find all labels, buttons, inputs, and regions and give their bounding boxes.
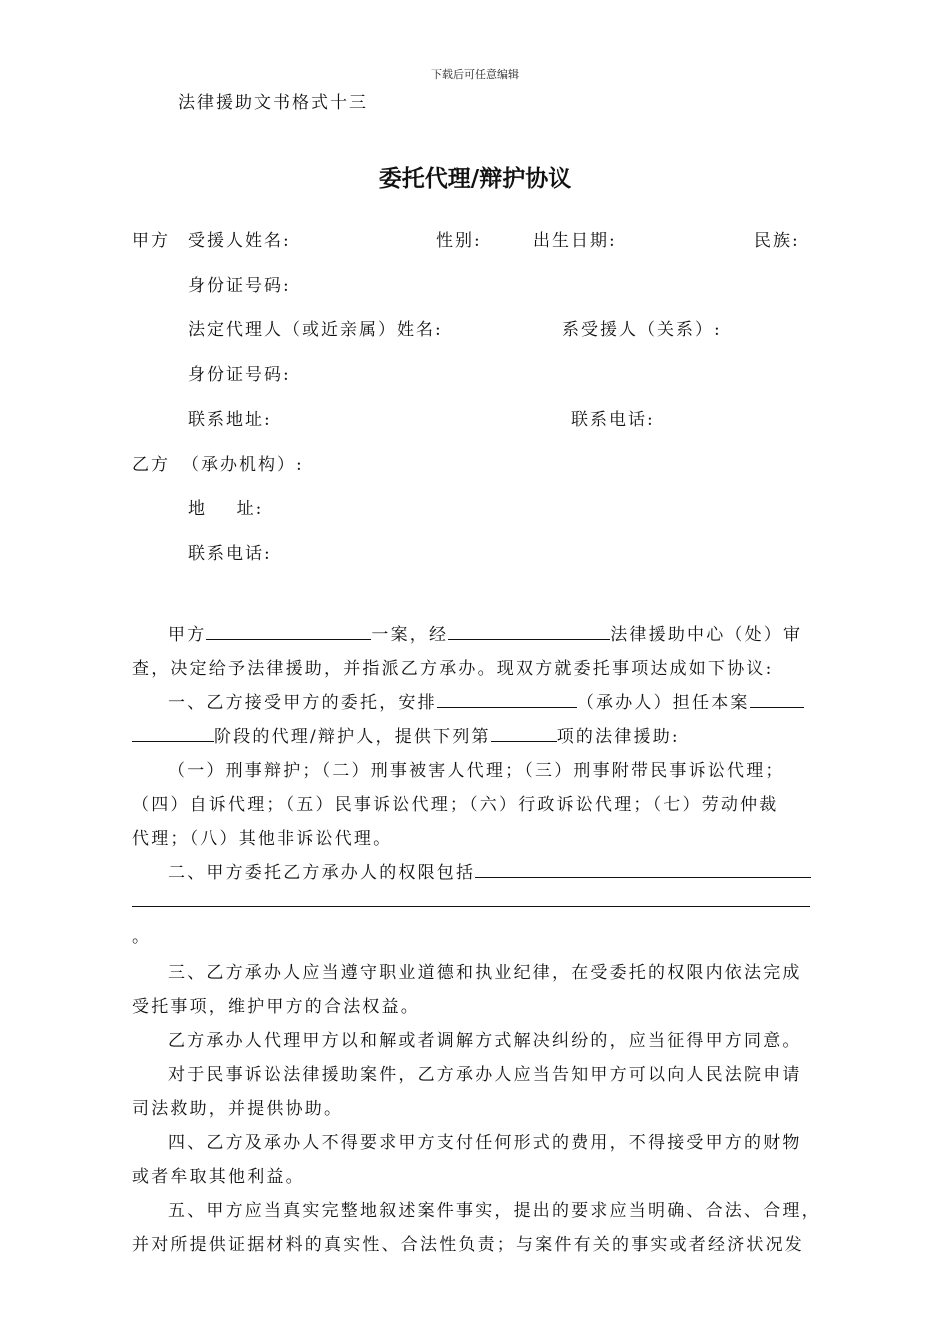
aid-center-blank bbox=[448, 621, 610, 640]
party-a-label: 甲方 bbox=[132, 231, 170, 251]
id-number-label: 身份证号码: bbox=[188, 276, 291, 296]
authority-blank-line2 bbox=[132, 906, 810, 907]
ethnicity-label: 民族: bbox=[754, 231, 800, 251]
form-number: 法律援助文书格式十三 bbox=[178, 93, 368, 113]
legal-agent-name-label: 法定代理人（或近亲属）姓名: bbox=[188, 320, 443, 340]
clause-1-line1: 一、乙方接受甲方的委托，安排 （承办人）担任本案 bbox=[132, 688, 810, 713]
handler-blank bbox=[437, 689, 577, 708]
clause-1-options-line2: （四）自诉代理；（五）民事诉讼代理；（六）行政诉讼代理；（七）劳动仲裁 bbox=[132, 795, 779, 815]
agent-id-number-label: 身份证号码: bbox=[188, 365, 291, 385]
clause-3-line5: 司法救助，并提供协助。 bbox=[132, 1099, 344, 1119]
item-number-blank bbox=[491, 723, 557, 742]
org-phone-label: 联系电话: bbox=[188, 544, 272, 564]
clause-3-line4: 对于民事诉讼法律援助案件，乙方承办人应当告知甲方可以向人民法院申请 bbox=[168, 1065, 802, 1085]
clause-5-line1: 五、甲方应当真实完整地叙述案件事实，提出的要求应当明确、合法、合理， bbox=[168, 1201, 821, 1221]
party-b-label: 乙方 bbox=[132, 455, 170, 475]
clause-1-options-line1: （一）刑事辩护；（二）刑事被害人代理；（三）刑事附带民事诉讼代理； bbox=[168, 761, 785, 781]
case-party-blank bbox=[206, 621, 371, 640]
contact-address-label: 联系地址: bbox=[188, 410, 272, 430]
clause-5-line2: 并对所提供证据材料的真实性、合法性负责；与案件有关的事实或者经济状况发 bbox=[132, 1235, 804, 1255]
contact-phone-label: 联系电话: bbox=[571, 410, 655, 430]
clause-3-line1: 三、乙方承办人应当遵守职业道德和执业纪律，在受委托的权限内依法完成 bbox=[168, 963, 802, 983]
clause-1-line2: 阶段的代理/辩护人，提供下列第 项的法律援助: bbox=[132, 722, 810, 747]
dob-label: 出生日期: bbox=[533, 231, 617, 251]
download-note: 下载后可任意编辑 bbox=[431, 68, 519, 81]
clause-2-line1: 二、甲方委托乙方承办人的权限包括 bbox=[132, 858, 810, 883]
paragraph-intro-line2: 查，决定给予法律援助，并指派乙方承办。现双方就委托事项达成如下协议: bbox=[132, 659, 774, 679]
clause-1-options-line3: 代理；（八）其他非诉讼代理。 bbox=[132, 829, 393, 849]
gender-label: 性别: bbox=[436, 231, 482, 251]
clause-4-line1: 四、乙方及承办人不得要求甲方支付任何形式的费用，不得接受甲方的财物 bbox=[168, 1133, 802, 1153]
stage-blank-part2 bbox=[132, 723, 214, 742]
clause-3-line2: 受托事项，维护甲方的合法权益。 bbox=[132, 997, 420, 1017]
paragraph-intro-line1: 甲方 一案，经 法律援助中心（处）审 bbox=[132, 620, 810, 645]
clause-3-line3: 乙方承办人代理甲方以和解或者调解方式解决纠纷的，应当征得甲方同意。 bbox=[168, 1031, 802, 1051]
org-address-label: 地 址: bbox=[188, 499, 264, 519]
clause-4-line2: 或者牟取其他利益。 bbox=[132, 1167, 305, 1187]
org-label: （承办机构）: bbox=[182, 455, 304, 475]
document-title: 委托代理/辩护协议 bbox=[378, 166, 572, 192]
relation-label: 系受援人（关系）: bbox=[562, 320, 722, 340]
stage-blank-part1 bbox=[750, 689, 804, 708]
recipient-name-label: 受援人姓名: bbox=[188, 231, 291, 251]
authority-blank bbox=[475, 859, 811, 878]
clause-2-end: 。 bbox=[132, 927, 152, 947]
